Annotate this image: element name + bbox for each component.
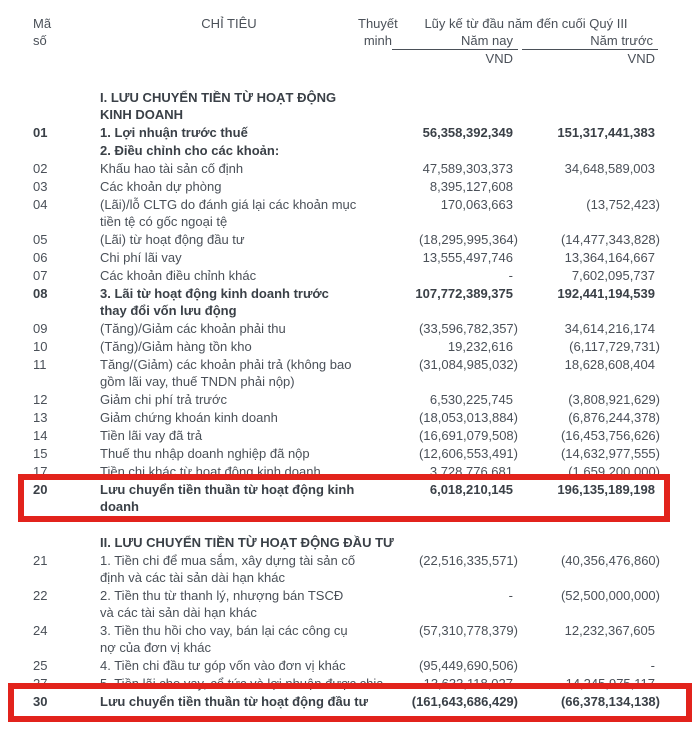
value-prior-year: 18,628,608,404 <box>564 357 655 372</box>
value-current-year: (22,516,335,571) <box>418 553 518 568</box>
table-row <box>33 427 660 444</box>
table-row <box>33 622 660 656</box>
row-code: 21 <box>33 553 48 568</box>
value-prior-year: (14,477,343,828) <box>560 232 660 247</box>
table-row <box>33 409 660 426</box>
row-label: Giảm chi phí trả trước <box>100 392 228 407</box>
row-label: 5. Tiền lãi cho vay, cổ tức và lợi nhuận được chia <box>100 676 384 691</box>
row-label: Các khoản dự phòng <box>100 179 222 194</box>
header-spacer <box>100 50 358 67</box>
row-label: 3. Lãi từ hoạt động kinh doanh trước thay đổi vốn lưu động <box>100 286 329 318</box>
value-current-year: (31,084,985,032) <box>418 357 518 372</box>
table-row <box>33 178 660 195</box>
value-prior-year <box>518 142 660 159</box>
header-spacer <box>100 32 358 50</box>
value-current-year: 8,395,127,608 <box>429 179 513 194</box>
row-code: 15 <box>33 446 48 461</box>
value-current-year: (95,449,690,506) <box>418 658 518 673</box>
value-prior-year: 192,441,194,539 <box>557 286 655 301</box>
row-notes <box>358 657 392 674</box>
value-current-year: (161,643,686,429) <box>411 694 518 709</box>
table-row <box>33 356 660 390</box>
table-row <box>33 124 660 141</box>
row-notes <box>358 622 392 656</box>
value-current-year: - <box>508 268 513 283</box>
table-row <box>33 142 660 159</box>
value-current-year <box>392 142 518 159</box>
row-label: 3. Tiền thu hồi cho vay, bán lại các công cụ nợ của đơn vị khác <box>100 623 348 655</box>
row-label: Các khoản điều chỉnh khác <box>100 268 257 283</box>
value-prior-year: 7,602,095,737 <box>571 268 655 283</box>
row-notes <box>358 693 392 710</box>
row-notes <box>358 445 392 462</box>
table-body <box>33 89 660 710</box>
value-current-year: (12,606,553,491) <box>418 446 518 461</box>
row-label: Tiền lãi vay đã trả <box>100 428 203 443</box>
value-prior-year: 34,614,216,174 <box>564 321 655 336</box>
row-notes <box>358 463 392 480</box>
row-code: 01 <box>33 125 48 140</box>
row-notes <box>358 196 392 230</box>
col-header-current-year: Năm nay <box>392 32 518 50</box>
row-label: (Tăng)/Giảm các khoản phải thu <box>100 321 286 336</box>
row-notes <box>358 356 392 390</box>
row-notes <box>358 249 392 266</box>
table-row <box>33 391 660 408</box>
row-code: 05 <box>33 232 48 247</box>
value-prior-year: (14,632,977,555) <box>560 446 660 461</box>
unit-prior-year: VND <box>627 51 655 66</box>
value-prior-year: 14,245,975,117 <box>565 676 655 691</box>
col-header-code-line1: Mã <box>33 16 52 31</box>
row-code: 11 <box>33 357 47 372</box>
value-current-year: (18,053,013,884) <box>418 410 518 425</box>
row-label: II. LƯU CHUYỂN TIỀN TỪ HOẠT ĐỘNG ĐẦU TƯ <box>100 535 394 550</box>
value-prior-year: (16,453,756,626) <box>560 428 660 443</box>
row-notes <box>358 552 392 586</box>
value-prior-year: 12,232,367,605 <box>564 623 655 638</box>
row-notes <box>358 285 392 319</box>
row-code: 07 <box>33 268 48 283</box>
table-row <box>33 89 660 123</box>
value-prior-year: (3,808,921,629) <box>568 392 660 407</box>
row-notes <box>358 481 392 515</box>
header-spacer <box>33 50 100 67</box>
value-current-year: 6,530,225,745 <box>429 392 513 407</box>
value-current-year: (16,691,079,508) <box>418 428 518 443</box>
row-label: I. LƯU CHUYỂN TIỀN TỪ HOẠT ĐỘNG KINH DOANH <box>100 90 337 122</box>
table-row <box>33 267 660 284</box>
row-code: 27 <box>33 676 48 691</box>
row-label: 2. Tiền thu từ thanh lý, nhượng bán TSCĐ và các tài sản dài hạn khác <box>100 588 344 620</box>
value-prior-year: (6,876,244,378) <box>568 410 660 425</box>
table-row <box>33 481 660 515</box>
table-row <box>33 534 660 551</box>
row-notes <box>358 409 392 426</box>
value-prior-year: 151,317,441,383 <box>557 125 655 140</box>
row-label: Tăng/(Giảm) các khoản phải trả (không bao gồm lãi vay, thuế TNDN phải nộp) <box>100 357 352 389</box>
row-code: 08 <box>33 286 48 301</box>
value-prior-year: 196,135,189,198 <box>557 482 655 497</box>
table-row <box>33 657 660 674</box>
col-header-period: Lũy kế từ đầu năm đến cuối Quý III <box>424 16 628 31</box>
row-code <box>33 89 100 123</box>
row-notes <box>358 587 392 621</box>
row-notes <box>358 267 392 284</box>
col-header-code-line2: số <box>33 33 47 48</box>
unit-current-year: VND <box>485 51 513 66</box>
value-current-year: 107,772,389,375 <box>415 286 513 301</box>
row-code: 30 <box>33 694 48 709</box>
row-code: 13 <box>33 410 48 425</box>
row-notes <box>358 178 392 195</box>
row-code: 10 <box>33 339 48 354</box>
row-label: Tiền chi khác từ hoạt động kinh doanh <box>100 464 321 479</box>
value-current-year: 170,063,663 <box>440 197 513 212</box>
row-code <box>33 534 100 551</box>
value-prior-year: (1,659,200,000) <box>568 464 660 479</box>
row-notes <box>358 142 392 159</box>
row-label: Thuế thu nhập doanh nghiệp đã nộp <box>100 446 310 461</box>
row-code: 06 <box>33 250 48 265</box>
table-row <box>33 552 660 586</box>
row-label: Lưu chuyển tiền thuần từ hoạt động kinh doanh <box>100 482 355 514</box>
row-code: 04 <box>33 197 48 212</box>
value-current-year: (57,310,778,379) <box>418 623 518 638</box>
col-header-notes-line1: Thuyết <box>358 16 398 31</box>
value-current-year: 19,232,616 <box>447 339 513 354</box>
value-prior-year: 34,648,589,003 <box>564 161 655 176</box>
row-label: (Lãi) từ hoạt động đầu tư <box>100 232 245 247</box>
value-current-year: 6,018,210,145 <box>429 482 513 497</box>
value-prior-year: (6,117,729,731) <box>569 339 660 354</box>
value-current-year: 13,633,118,027 <box>423 676 513 691</box>
table-row <box>33 160 660 177</box>
row-label: Lưu chuyển tiền thuần từ hoạt động đầu tư <box>100 694 368 709</box>
value-current-year: (18,295,995,364) <box>418 232 518 247</box>
table-row <box>33 196 660 230</box>
value-prior-year: (52,500,000,000) <box>560 588 660 603</box>
row-notes <box>358 391 392 408</box>
row-code: 24 <box>33 623 48 638</box>
row-notes <box>358 338 392 355</box>
row-code <box>33 142 100 159</box>
table-header <box>33 15 660 67</box>
value-prior-year: (66,378,134,138) <box>560 694 660 709</box>
col-header-prior-year: Năm trước <box>522 32 658 50</box>
value-current-year: 13,555,497,746 <box>422 250 513 265</box>
row-code: 25 <box>33 658 48 673</box>
table-row <box>33 445 660 462</box>
row-code: 22 <box>33 588 48 603</box>
value-prior-year: (40,356,476,860) <box>560 553 660 568</box>
row-label: 1. Lợi nhuận trước thuế <box>100 125 248 140</box>
table-row <box>33 675 660 692</box>
header-spacer <box>358 50 392 67</box>
row-code: 14 <box>33 428 48 443</box>
value-prior-year: - <box>650 658 655 673</box>
row-notes <box>358 320 392 337</box>
table-row <box>33 320 660 337</box>
value-prior-year: (13,752,423) <box>586 197 660 212</box>
table-row <box>33 587 660 621</box>
row-label: 1. Tiền chi để mua sắm, xây dựng tài sản cố định và các tài sản dài hạn khác <box>100 553 356 585</box>
row-code: 12 <box>33 392 48 407</box>
row-notes <box>358 427 392 444</box>
row-label: 4. Tiền chi đầu tư góp vốn vào đơn vị khác <box>100 658 346 673</box>
row-label: 2. Điều chỉnh cho các khoản: <box>100 143 280 158</box>
row-notes <box>358 675 392 692</box>
row-code: 03 <box>33 179 48 194</box>
table-row <box>33 285 660 319</box>
row-label: (Tăng)/Giảm hàng tồn kho <box>100 339 252 354</box>
col-header-items: CHỈ TIÊU <box>201 16 257 31</box>
table-row <box>33 231 660 248</box>
row-notes <box>358 231 392 248</box>
row-label: (Lãi)/lỗ CLTG do đánh giá lại các khoản mục tiền tệ có gốc ngoại tệ <box>100 197 357 229</box>
col-header-notes-line2: minh <box>363 33 392 48</box>
table-row <box>33 338 660 355</box>
row-notes <box>358 160 392 177</box>
value-current-year: 56,358,392,349 <box>422 125 513 140</box>
value-current-year: (33,596,782,357) <box>418 321 518 336</box>
row-notes <box>358 124 392 141</box>
table-row <box>33 249 660 266</box>
row-code: 20 <box>33 482 48 497</box>
value-current-year: 3,728,776,681 <box>429 464 513 479</box>
table-row <box>33 693 660 710</box>
row-code: 17 <box>33 464 48 479</box>
table-row <box>33 463 660 480</box>
value-current-year: 47,589,303,373 <box>422 161 513 176</box>
row-label: Khấu hao tài sản cố định <box>100 161 244 176</box>
row-label: Chi phí lãi vay <box>100 250 182 265</box>
value-current-year: - <box>508 588 513 603</box>
row-code: 02 <box>33 161 48 176</box>
value-prior-year <box>518 178 660 195</box>
value-prior-year: 13,364,164,667 <box>564 250 655 265</box>
row-code: 09 <box>33 321 48 336</box>
row-label: Giảm chứng khoán kinh doanh <box>100 410 278 425</box>
